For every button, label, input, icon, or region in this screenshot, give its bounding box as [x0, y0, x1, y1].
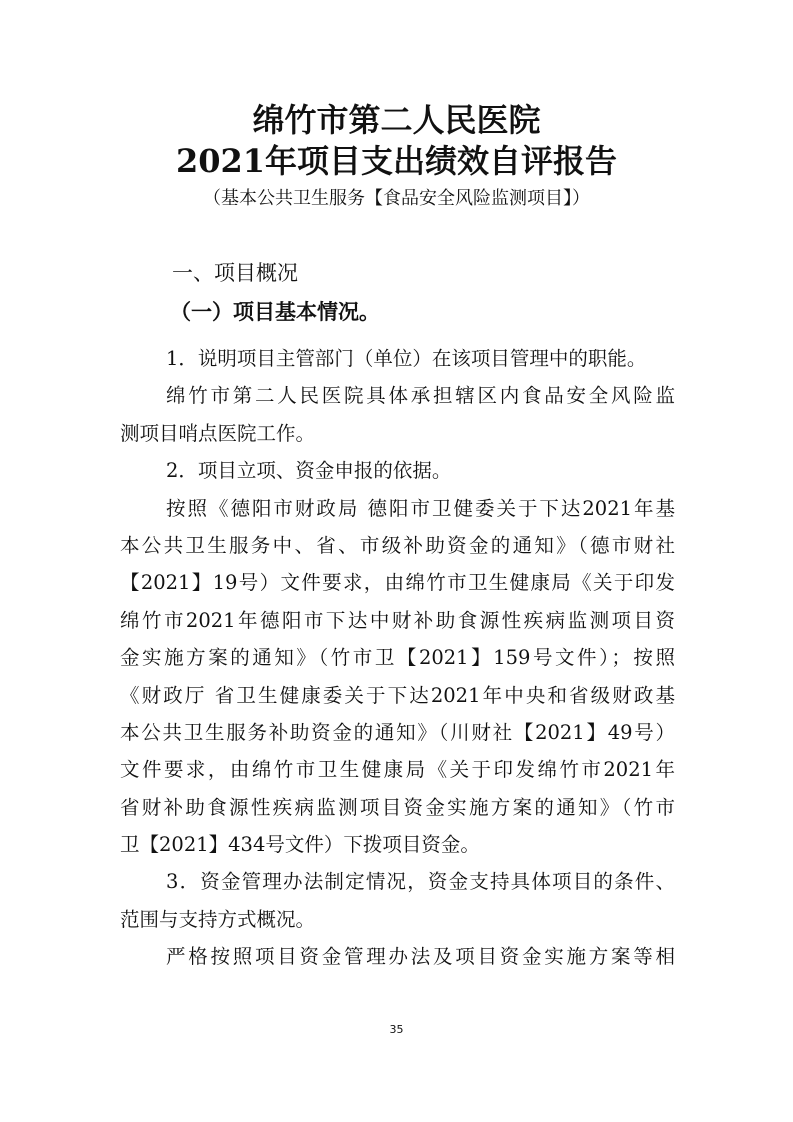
paragraph-line: 1．说明项目主管部门（单位）在该项目管理中的职能。: [166, 347, 647, 370]
paragraph-line: 本公共卫生服务中、省、市级补助资金的通知》（德市财社: [120, 533, 675, 557]
paragraph-line: 《财政厅 省卫生健康委关于下达2021年中央和省级财政基: [120, 683, 675, 707]
paragraph-line: 文件要求，由绵竹市卫生健康局《关于印发绵竹市2021年: [120, 758, 675, 782]
paragraph-line: 范围与支持方式概况。: [120, 907, 316, 931]
paragraph-line: 绵竹市2021年德阳市下达中财补助食源性疾病监测项目资: [120, 608, 675, 632]
paragraph-line: 2．项目立项、资金申报的依据。: [166, 459, 452, 483]
paragraph-line: 按照《德阳市财政局 德阳市卫健委关于下达2021年基: [166, 496, 675, 520]
paragraph-line: 卫【2021】434号文件）下拨项目资金。: [120, 833, 480, 857]
report-title-line-1: 绵竹市第二人民医院: [252, 101, 541, 139]
paragraph-line: 金实施方案的通知》（竹市卫【2021】159号文件）；按照: [120, 646, 675, 670]
paragraph-line: 绵竹市第二人民医院具体承担辖区内食品安全风险监: [166, 384, 675, 408]
paragraph-line: 本公共卫生服务补助资金的通知》（川财社【2021】49号）: [120, 720, 675, 744]
subsection-heading-basic-info: （一）项目基本情况。: [170, 299, 380, 324]
paragraph-line: 严格按照项目资金管理办法及项目资金实施方案等相: [166, 945, 675, 969]
page-number: 35: [389, 1023, 404, 1036]
report-subtitle: （基本公共卫生服务【食品安全风险监测项目】）: [203, 188, 590, 209]
paragraph-line: 省财补助食源性疾病监测项目资金实施方案的通知》（竹市: [120, 795, 675, 819]
paragraph-line: 测项目哨点医院工作。: [120, 421, 316, 445]
paragraph-line: 【2021】19号）文件要求，由绵竹市卫生健康局《关于印发: [120, 571, 675, 595]
paragraph-line: 3．资金管理办法制定情况，资金支持具体项目的条件、: [166, 870, 675, 894]
section-heading-project-overview: 一、项目概况: [172, 261, 298, 285]
report-title-line-2: 2021年项目支出绩效自评报告: [175, 142, 618, 180]
body-text: [120, 340, 675, 976]
